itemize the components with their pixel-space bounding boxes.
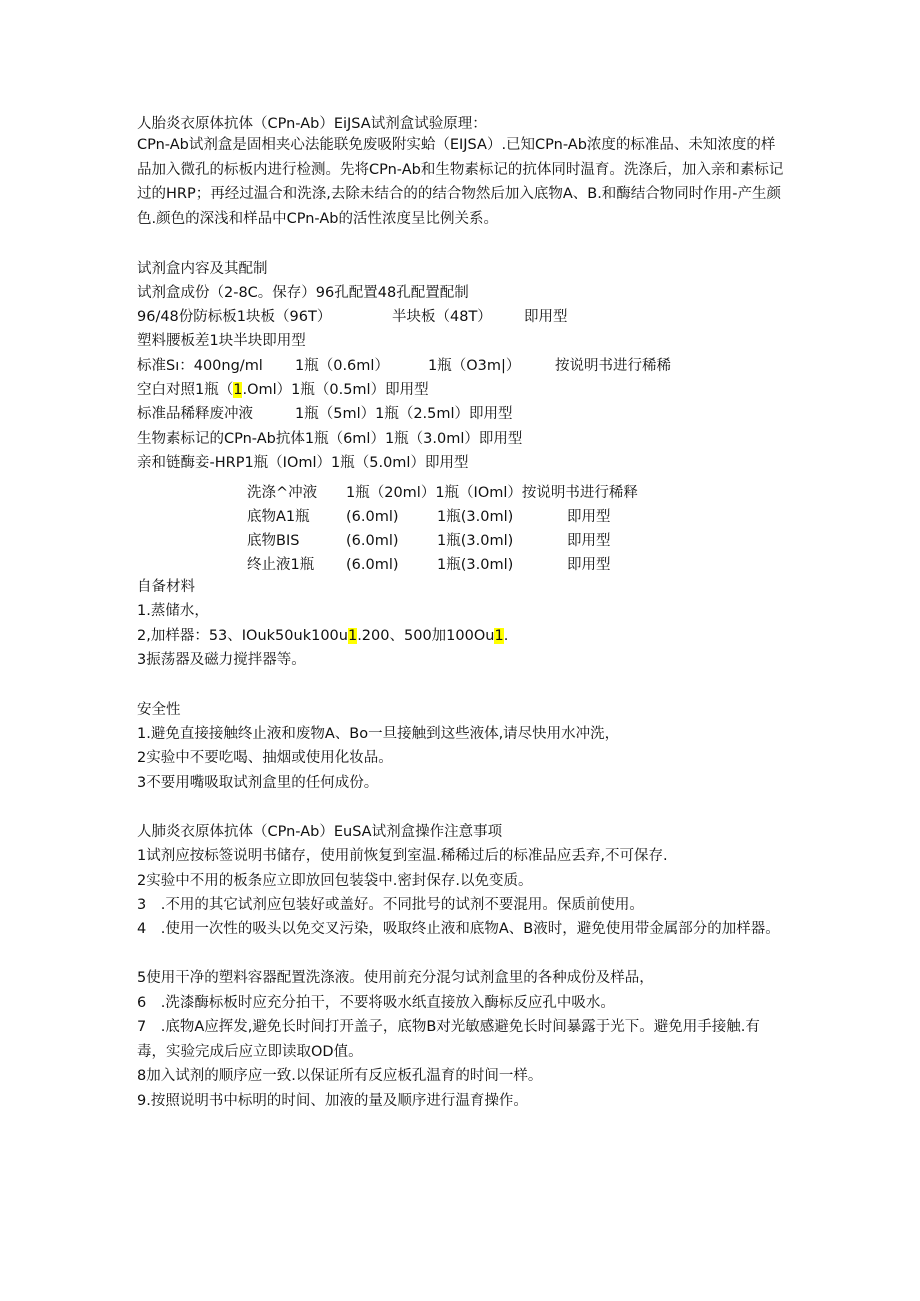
pipette-text: 2,加样器：53、IOuk50uk100u: [137, 628, 348, 644]
substrate-b-vol-48: 1瓶(3.0ml): [437, 533, 514, 549]
materials-item-3: 3振荡器及磁力搅拌器等。: [137, 652, 306, 668]
pipette-text-mid: .200、500加100Ou: [357, 628, 495, 644]
standard-vol-96: 1瓶（0.6ml）: [295, 358, 389, 374]
blank-control-line: [137, 380, 429, 400]
hrp-line: 亲和链酶妾-HRP1瓶（IOml）1瓶（5.0ml）即用型: [137, 455, 469, 471]
notes-heading: 人肺炎衣原体抗体（CPn-Ab）EuSA试剂盒操作注意事项: [137, 824, 503, 840]
kit-heading: 试剂盒内容及其配制: [137, 261, 268, 277]
safety-item-2: 2实验中不要吃喝、抽烟或使用化妆品。: [137, 750, 393, 766]
safety-item-1: 1.避免直接接触终止液和废物A、Bo一旦接触到这些液体,请尽快用水冲洗，: [137, 726, 620, 742]
materials-item-2: [137, 626, 508, 646]
blank-control-volumes: .Oml）1瓶（0.5ml）即用型: [242, 382, 429, 398]
substrate-b-type: 即用型: [567, 533, 611, 549]
standard-note: 按说明书进行稀稀: [555, 358, 671, 374]
stop-solution-name: 终止液1瓶: [247, 557, 315, 573]
wash-name: 洗涤^冲液: [247, 485, 318, 501]
highlight-mark: 1: [233, 382, 243, 398]
substrate-a-vol-96: (6.0ml): [346, 509, 399, 525]
standard-vol-48: 1瓶（O3m|）: [428, 358, 521, 374]
diluent-volumes: 1瓶（5ml）1瓶（2.5ml）即用型: [295, 406, 513, 422]
substrate-a-vol-48: 1瓶(3.0ml): [437, 509, 514, 525]
highlight-mark: 1: [347, 628, 358, 644]
safety-heading: 安全性: [137, 702, 181, 718]
plate-type: 即用型: [524, 309, 568, 325]
kit-plastic-line: 塑料腰板差1块半块即用型: [137, 333, 306, 349]
notes-item-8: 8加入试剂的顺序应一致.以保证所有反应板孔温育的时间一样。: [137, 1068, 543, 1084]
blank-control-text: 空白对照1瓶（: [137, 382, 234, 398]
materials-item-1: 1.蒸储水，: [137, 603, 209, 619]
kit-line-1: 试剂盒成份（2-8C。保存）96孔配置48孔配置配制: [137, 285, 469, 301]
substrate-a-type: 即用型: [567, 509, 611, 525]
notes-item-9: 9.按照说明书中标明的时间、加液的量及顺序进行温育操作。: [137, 1093, 528, 1109]
substrate-b-vol-96: (6.0ml): [346, 533, 399, 549]
plate-name: 96/48份防标板1块板（96T）: [137, 309, 332, 325]
notes-item-2: 2实验中不用的板条应立即放回包装袋中.密封保存.以免变质。: [137, 873, 533, 889]
principle-heading: 人胎炎衣原体抗体（CPn-Ab）EiJSA试剂盒试验原理：: [137, 116, 487, 132]
pipette-text-end: .: [503, 628, 509, 644]
wash-volumes: 1瓶（20ml）1瓶（IOml）按说明书进行稀释: [346, 485, 638, 501]
notes-item-7: 7 .底物A应挥发,避免长时间打开盖子，底物B对光敏感避免长时间暴露于光下。避免用手接触.有毒，实验完成后应立即读取OD值。: [137, 1019, 760, 1060]
notes-item-1: 1试剂应按标签说明书储存，使用前恢复到室温.稀稀过后的标准品应丢弃,不可保存.: [137, 848, 668, 864]
stop-solution-vol-96: (6.0ml): [346, 557, 399, 573]
diluent-name: 标准品稀释废冲液: [137, 406, 253, 422]
stop-solution-vol-48: 1瓶(3.0ml): [437, 557, 514, 573]
materials-heading: 自备材料: [137, 579, 195, 595]
substrate-a-name: 底物A1瓶: [247, 509, 310, 525]
notes-item-5: 5使用干净的塑料容器配置洗涤液。使用前充分混匀试剂盒里的各种成份及样品，: [137, 970, 654, 986]
safety-item-3: 3不要用嘴吸取试剂盒里的任何成份。: [137, 775, 379, 791]
notes-item-4: 4 .使用一次性的吸头以免交叉污染，吸取终止液和底物A、B液时，避免使用带金属部分的加样器。: [137, 921, 780, 937]
plate-half: 半块板（48T）: [392, 309, 492, 325]
stop-solution-type: 即用型: [567, 557, 611, 573]
notes-item-6: 6 .洗漆酶标板时应充分拍干，不要将吸水纸直接放入酶标反应孔中吸水。: [137, 995, 615, 1011]
substrate-b-name: 底物BIS: [247, 533, 300, 549]
principle-body: CPn-Ab试剂盒是固相夹心法能联免废吸附实蛤（EIJSA）.已知CPn-Ab浓度的标准品、未知浓度的样品加入微孔的标板内进行检测。先将CPn-Ab和生物素标记的抗体同时温育。洗涤后，加入亲和素标记过的HRP；再经过温合和洗涤,去除未结合的的结合物然后加入底物A、B.和酶结合物同时作用-产生颜色.颜色的深浅和样品中CPn-Ab的活性浓度呈比例关系。: [137, 137, 784, 227]
notes-item-3: 3 .不用的其它试剂应包装好或盖好。不同批号的试剂不要混用。保质前使用。: [137, 897, 644, 913]
standard-name: 标准Sı：400ng/ml: [137, 358, 263, 374]
biotin-antibody-line: 生物素标记的CPn-Ab抗体1瓶（6ml）1瓶（3.0ml）即用型: [137, 431, 523, 447]
highlight-mark: 1: [494, 628, 504, 644]
